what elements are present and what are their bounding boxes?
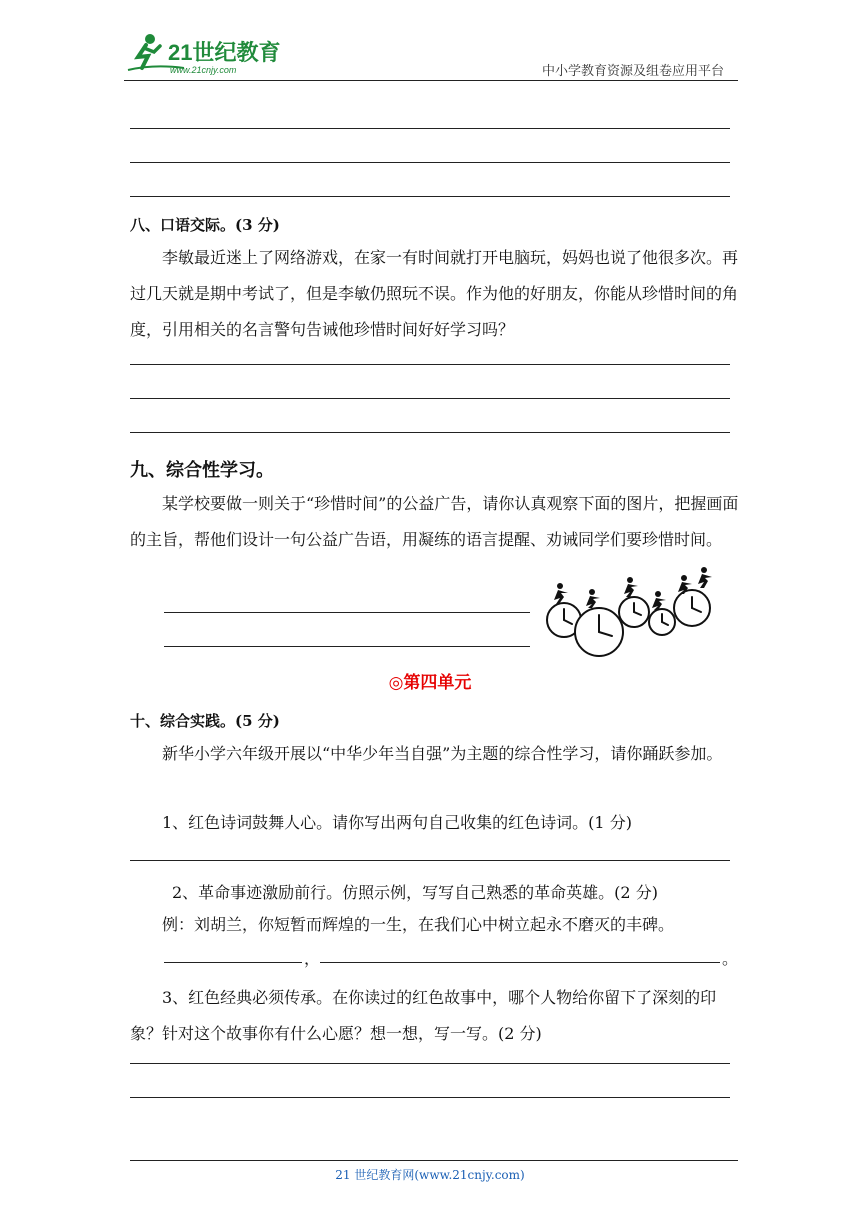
blank-hero-name[interactable] — [164, 962, 302, 963]
logo-url: www.21cnjy.com — [170, 65, 237, 75]
clocks-runners-icon — [544, 562, 724, 662]
site-logo — [124, 30, 294, 78]
runner-logo-icon — [124, 30, 294, 78]
answer-line[interactable] — [130, 1063, 730, 1064]
answer-line[interactable] — [130, 1097, 730, 1098]
question-2: 2、革命事迹激励前行。仿照示例，写写自己熟悉的革命英雄。(2 分) — [172, 883, 658, 902]
logo-title: 21世纪教育 — [168, 40, 281, 65]
section-10-intro: 新华小学六年级开展以“中华少年当自强”为主题的综合性学习，请你踊跃参加。 — [162, 744, 723, 763]
running-on-clocks-illustration — [544, 562, 724, 662]
comma-mark: ， — [304, 949, 321, 968]
answer-line[interactable] — [130, 432, 730, 433]
answer-line[interactable] — [130, 128, 730, 129]
section-8-text: 李敏最近迷上了网络游戏，在家一有时间就打开电脑玩，妈妈也说了他很多次。再过几天就是期中考试了，但是李敏仍照玩不误。作为他的好朋友，你能从珍惜时间的角度，引用相关的名言警句告诫他珍惜时间好好学习吗？ — [130, 248, 739, 339]
answer-line[interactable] — [164, 612, 530, 613]
section-8-title: 八、口语交际。(3 分) — [130, 216, 280, 234]
unit-title: ◎第四单元 — [388, 673, 472, 693]
blank-hero-praise[interactable] — [320, 962, 720, 963]
section-10-title: 十、综合实践。(5 分) — [130, 712, 280, 730]
period-mark: 。 — [722, 949, 739, 968]
question-1: 1、红色诗词鼓舞人心。请你写出两句自己收集的红色诗词。(1 分) — [162, 813, 632, 832]
footer-link[interactable]: 21 世纪教育网(www.21cnjy.com) — [335, 1168, 525, 1182]
answer-line[interactable] — [130, 860, 730, 861]
answer-line[interactable] — [130, 196, 730, 197]
answer-line[interactable] — [130, 162, 730, 163]
section-9-title: 九、综合性学习。 — [130, 460, 274, 481]
section-9-text: 某学校要做一则关于“珍惜时间”的公益广告，请你认真观察下面的图片，把握画面的主旨，帮他们设计一句公益广告语，用凝练的语言提醒、劝诫同学们要珍惜时间。 — [130, 494, 739, 549]
answer-line[interactable] — [130, 398, 730, 399]
footer-divider — [130, 1160, 738, 1161]
answer-line[interactable] — [130, 364, 730, 365]
example-sentence: 例：刘胡兰，你短暂而辉煌的一生，在我们心中树立起永不磨灭的丰碑。 — [162, 915, 675, 934]
question-3: 3、红色经典必须传承。在你读过的红色故事中，哪个人物给你留下了深刻的印象？针对这个故事你有什么心愿？想一想，写一写。(2 分) — [130, 988, 717, 1043]
answer-line[interactable] — [164, 646, 530, 647]
header-divider — [124, 80, 738, 81]
platform-title: 中小学教育资源及组卷应用平台 — [541, 64, 724, 79]
